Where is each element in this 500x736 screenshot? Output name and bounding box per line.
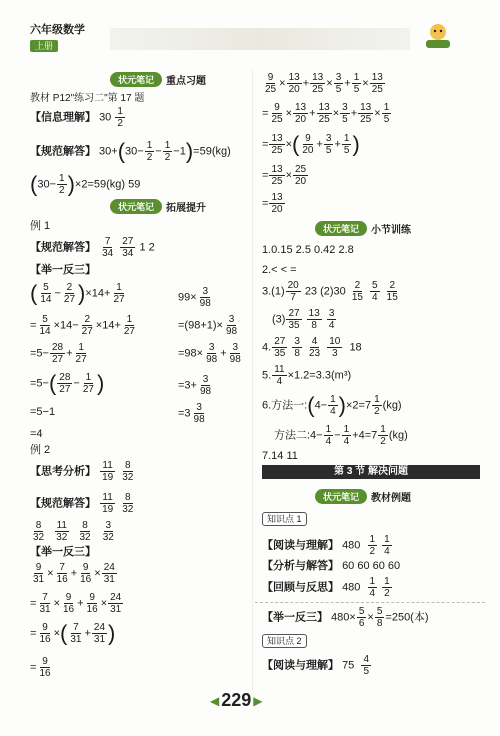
calc-b-line5: =3 $\frac{3}{98}$	[178, 402, 205, 425]
textbook-reference: 教材 P12"练习二"第 17 题	[30, 93, 145, 104]
q7: 7.14 11	[262, 450, 298, 462]
reflect-row: 【回顾与反思】 480 $\frac{1}{4}$ $\frac{1}{2}$	[262, 576, 390, 599]
section-banner-section-training: 状元笔记 小节训练	[315, 220, 411, 236]
top-calc-3: = $\frac{13}{25}$ ×( $\frac{9}{20}$ + $\frac{3}{5}$ + $\frac{1}{5}$ )	[262, 131, 360, 157]
section-banner-extension: 状元笔记 拓展提升	[110, 198, 206, 214]
q6-method1: 6.方法一:(4− $\frac{1}{4}$ )×2=7 $\frac{1}{2}$ (kg)	[262, 392, 402, 418]
calc-b-line3: =98× $\frac{3}{98}$ + $\frac{3}{98}$	[178, 342, 241, 365]
practice-label-1: 【举一反三】	[30, 264, 96, 276]
section-banner-textbook-examples: 状元笔记 教材例题	[315, 488, 411, 504]
standard-answer-row: 【规范解答】 30+(30− $\frac{1}{2}$ − $\frac{1}{2}$ −1)=59(kg)	[30, 138, 231, 164]
calc-a-line6: =4	[30, 428, 43, 440]
calc-a-line3: =5− $\frac{28}{27}$ + $\frac{1}{27}$	[30, 342, 87, 365]
mascot-icon	[420, 20, 456, 54]
read-row-2: 【阅读与理解】 75 $\frac{4}{5}$	[262, 654, 369, 677]
calc-c-line3: = $\frac{9}{16}$ ×( $\frac{7}{31}$ + $\frac{24}{31}$ )	[30, 620, 116, 646]
q3-line1: 3.(1) $\frac{20}{7}$ 23 (2)30 $\frac{2}{15}$ $\frac{5}{4}$ $\frac{2}{15}$	[262, 280, 398, 303]
knowledge-point-1: 知识点 1	[262, 512, 307, 526]
q1: 1.0.15 2.5 0.42 2.8	[262, 244, 354, 256]
grade-title: 六年级数学	[30, 24, 85, 36]
example-2-label: 例 2	[30, 444, 51, 456]
volume-badge: 上册	[30, 40, 58, 52]
calc-a-line1: ( $\frac{5}{14}$ − $\frac{2}{27}$ )×14+ $\frac{1}{27}$	[30, 280, 125, 306]
top-calc-2: = $\frac{9}{25}$ × $\frac{13}{20}$ + $\frac{13}{25}$ × $\frac{3}{5}$ + $\frac{13}{25}$ × $\frac{1}{5}$	[262, 102, 390, 125]
divider	[255, 602, 485, 603]
example-1-label: 例 1	[30, 220, 51, 232]
q5: 5. $\frac{11}{4}$ ×1.2=3.3(m³)	[262, 364, 352, 387]
calc-b-line1: 99× $\frac{3}{98}$	[178, 286, 211, 309]
read-row: 【阅读与理解】 480 $\frac{1}{2}$ $\frac{1}{4}$	[262, 534, 390, 557]
column-divider	[252, 70, 253, 690]
analysis-row: 【分析与解答】 60 60 60 60	[262, 560, 401, 572]
calc-a-line4: =5−( $\frac{28}{27}$ − $\frac{1}{27}$ )	[30, 370, 105, 396]
q3-line2: (3) $\frac{27}{35}$ $\frac{13}{8}$ $\frac{3}{4}$	[272, 308, 335, 331]
top-calc-4: = $\frac{13}{25}$ × $\frac{25}{20}$	[262, 164, 307, 187]
check-row: (30− $\frac{1}{2}$ )×2=59(kg) 59	[30, 171, 141, 197]
prev-arrow-icon: ◀	[210, 693, 220, 708]
info-row: 【信息理解】 30 $\frac{1}{2}$	[30, 106, 123, 129]
think-row: 【思考分析】 $\frac{11}{19}$ $\frac{8}{32}$	[30, 460, 134, 483]
calc-a-line5: =5−1	[30, 406, 56, 418]
practice-label-2: 【举一反三】	[30, 546, 96, 558]
calc-b-line4: =3+ $\frac{3}{98}$	[178, 374, 212, 397]
q4: 4. $\frac{27}{35}$ $\frac{3}{8}$ $\frac{4}{23}$ $\frac{10}{3}$ 18	[262, 336, 362, 359]
calc-a-line2: = $\frac{5}{14}$ ×14− $\frac{2}{27}$ ×14+ $\frac{1}{27}$	[30, 314, 135, 337]
calc-c-line1: $\frac{9}{31}$ × $\frac{7}{16}$ + $\frac{9}{16}$ × $\frac{24}{31}$	[33, 562, 115, 585]
top-calc-1: $\frac{9}{25}$ × $\frac{13}{20}$ + $\frac{13}{25}$ × $\frac{3}{5}$ + $\frac{1}{5}$ × $\frac{13}{25}$	[265, 72, 383, 95]
knowledge-point-2: 知识点 2	[262, 634, 307, 648]
section-banner-key-exercises: 状元笔记 重点习题	[110, 71, 206, 87]
fraction: $\frac{1}{2}$	[117, 106, 123, 129]
header-band	[110, 28, 410, 50]
q6-method2: 方法二:4− $\frac{1}{4}$ − $\frac{1}{4}$ +4=7 $\frac{1}{2}$ (kg)	[274, 424, 408, 447]
practice-row-3: 【举一反三】 480× $\frac{5}{6}$ × $\frac{5}{8}$ =250(本)	[262, 606, 429, 629]
calc-b-line2: =(98+1)× $\frac{3}{98}$	[178, 314, 238, 337]
next-arrow-icon: ▶	[253, 693, 263, 708]
calc-c-line4: = $\frac{9}{16}$	[30, 656, 51, 679]
top-calc-5: = $\frac{13}{20}$	[262, 192, 283, 215]
fraction-row: $\frac{8}{32}$ $\frac{11}{32}$ $\frac{8}{32}$ $\frac{3}{32}$	[33, 520, 114, 543]
section-title: 第 3 节 解决问题	[262, 465, 480, 479]
q2: 2.< < =	[262, 264, 297, 276]
standard-answer-2: 【规范解答】 $\frac{11}{19}$ $\frac{8}{32}$	[30, 492, 134, 515]
page-number: ◀ 229 ▶	[210, 690, 263, 710]
example-1-answer: 【规范解答】 $\frac{7}{34}$ $\frac{27}{34}$ 1 2	[30, 236, 155, 259]
calc-c-line2: = $\frac{7}{31}$ × $\frac{9}{16}$ + $\frac{9}{16}$ × $\frac{24}{31}$	[30, 592, 122, 615]
